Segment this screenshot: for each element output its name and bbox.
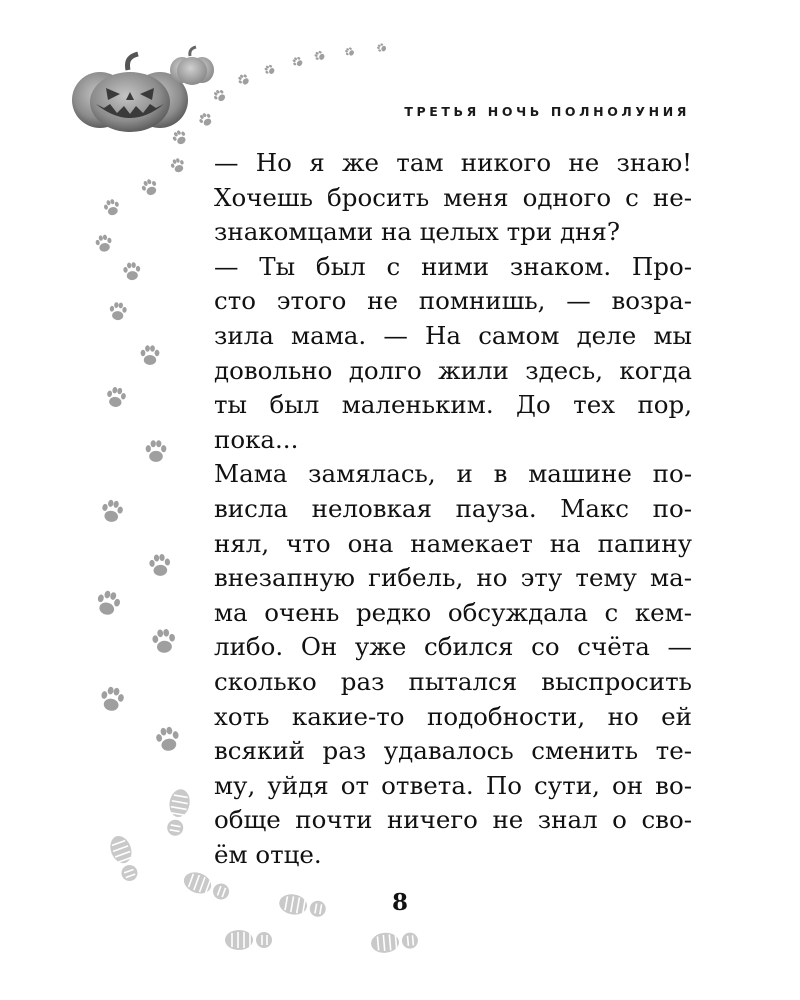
jack-o-lantern-icon — [72, 54, 188, 132]
text-line: обще почти ничего не знал о сво- — [214, 805, 692, 835]
text-line: ём отце. — [214, 839, 322, 869]
text-line: всякий раз удавалось сменить те- — [214, 736, 692, 766]
text-line: ма очень редко обсуждала с кем- — [214, 597, 692, 627]
text-line: — Но я же там никого не знаю! — [214, 148, 692, 177]
text-line: му, уйдя от ответа. По сути, он во- — [214, 770, 692, 800]
text-line: пока... — [214, 424, 299, 454]
text-line: висла неловкая пауза. Макс по- — [214, 493, 692, 523]
text-line: нял, что она намекает на папину — [214, 528, 692, 558]
text-line: либо. Он уже сбился со счёта — — [214, 632, 692, 662]
text-line: внезапную гибель, но эту тему ма- — [214, 563, 692, 593]
text-line: Хочешь бросить меня одного с не- — [214, 182, 692, 212]
page-number: 8 — [391, 889, 408, 916]
text-line: зила мама. — На самом деле мы — [214, 320, 692, 350]
text-line: — Ты был с ними знаком. Про- — [214, 251, 692, 281]
text-line: ты был маленьким. До тех пор, — [214, 390, 692, 420]
text-line: знакомцами на целых три дня? — [214, 217, 620, 247]
running-head: ТРЕТЬЯ НОЧЬ ПОЛНОЛУНИЯ — [404, 104, 690, 119]
text-line: Мама замялась, и в машине по- — [214, 459, 692, 489]
small-pumpkin-icon — [170, 47, 214, 85]
text-line: сколько раз пытался выспросить — [214, 666, 692, 696]
text-line: довольно долго жили здесь, когда — [214, 355, 692, 385]
text-line: сто этого не помнишь, — возра- — [214, 286, 692, 316]
body-text — [214, 146, 692, 872]
text-line: хоть какие-то подобности, но ей — [214, 701, 692, 731]
